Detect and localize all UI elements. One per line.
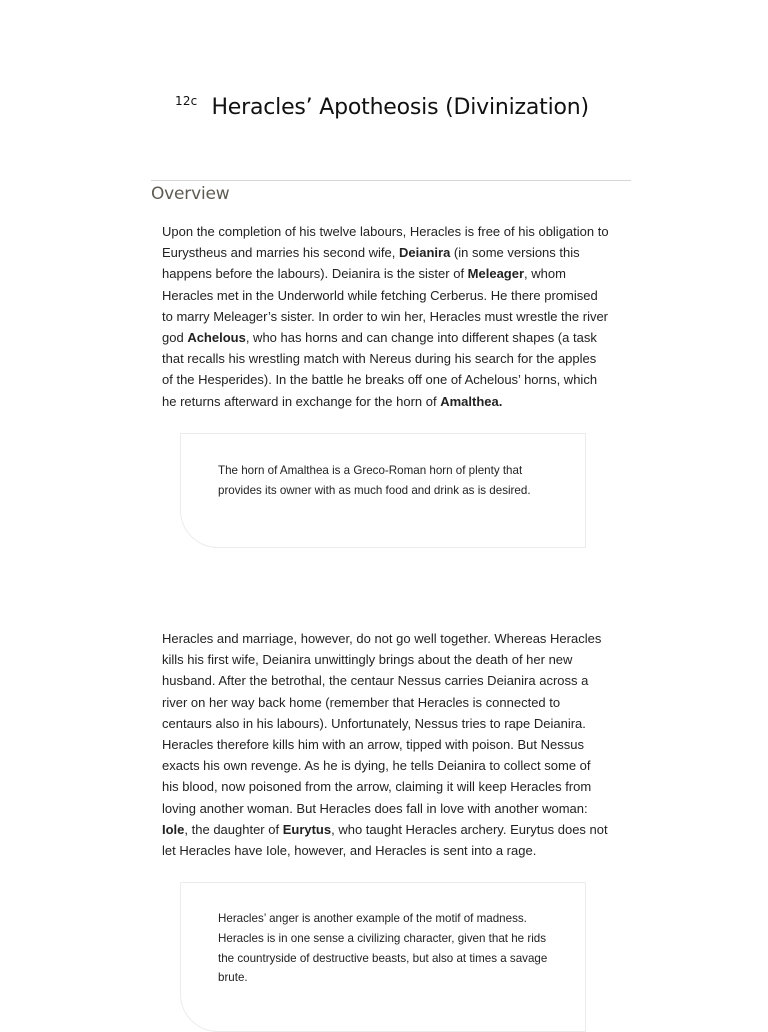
chapter-number: 12c [175,94,198,108]
bold-term: Amalthea. [440,393,503,409]
section-heading: Overview [151,184,230,204]
paragraph-text: (in some versions this happens before the labours). Deianira is the sister of [162,245,580,282]
paragraph-text: Upon the completion of his twelve labours, Heracles is free of his obligation to Eurystheus and marries his second wife, [162,224,609,261]
callout-text: Heracles’ anger is another example of the motif of madness. Heracles is in one sense a civilizing character, given that he rids the countryside of destructive beasts, but also at times a savage brute. [218,912,548,985]
bold-term: Eurytus [282,821,332,837]
body-paragraph [162,628,610,861]
callout-box [180,882,586,1032]
chapter-title [175,84,589,122]
callout-text: The horn of Amalthea is a Greco-Roman horn of plenty that provides its owner with as much food and drink as is desired. [218,464,531,497]
bold-term: Deianira [399,245,451,261]
bold-term: Iole [162,821,185,837]
body-paragraph [162,221,610,412]
paragraph-text: , the daughter of [184,821,283,837]
paragraph-text: , who taught Heracles archery. Eurytus does not let Heracles have Iole, however, and Heracles is sent into a rage. [162,821,608,859]
chapter-name: Heracles’ Apotheosis (Divinization) [211,95,589,120]
section-divider [151,180,631,181]
bold-term: Meleager [467,266,525,282]
paragraph-text: , whom Heracles met in the Underworld while fetching Cerberus. He there promised to marry Meleager’s sister. In order to win her, Heracles must wrestle the river god [162,266,609,346]
bold-term: Achelous [187,330,246,346]
callout-box [180,433,586,548]
paragraph-text: , who has horns and can change into different shapes (a task that recalls his wrestling match with Nereus during his search for the apples of the Hesperides). In the battle he breaks off one of Achelous’ horns, which he returns afterward in exchange for the horn of [162,330,598,409]
paragraph-text: Heracles and marriage, however, do not go well together. Whereas Heracles kills his first wife, Deianira unwittingly brings about the death of her new husband. After the betrothal, the centaur Nessus carries Deianira across a river on her way back home (remember that Heracles is connected to centaurs also in his labours). Unfortunately, Nessus tries to rape Deianira. Heracles therefore kills him with an arrow, tipped with poison. But Nessus exacts his own revenge. As he is dying, he tells Deianira to collect some of his blood, now poisoned from the arrow, claiming it will keep Heracles from loving another woman. But Heracles does fall in love with another woman: [162,631,602,816]
